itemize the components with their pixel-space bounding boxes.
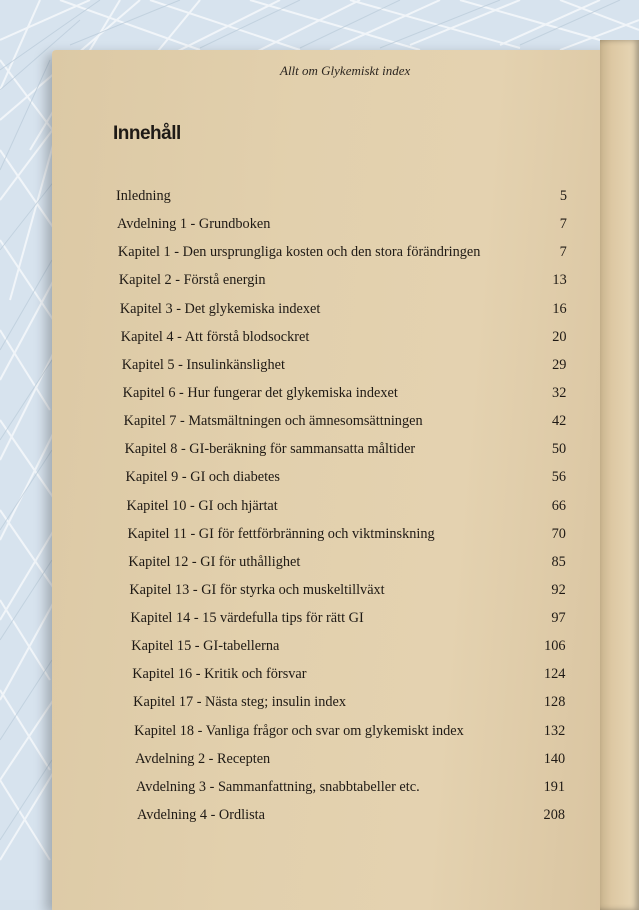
toc-entry-title: Kapitel 4 - Att förstå blodsockret	[120, 328, 310, 345]
toc-entry	[127, 498, 567, 518]
toc-entry-page-number: 32	[552, 384, 567, 401]
toc-entry-page-number: 16	[552, 300, 567, 317]
toc-entry	[127, 526, 565, 546]
toc-entry-page-number: 191	[543, 778, 566, 795]
toc-entry	[137, 807, 565, 827]
toc-entry-page-number: 7	[559, 216, 567, 233]
running-head: Allt om Glykemiskt index	[280, 63, 411, 78]
toc-entry-page-number: 208	[543, 807, 565, 823]
toc-entry-title: Kapitel 16 - Kritik och försvar	[132, 666, 307, 683]
toc-entry-page-number: 132	[543, 722, 566, 739]
toc-entry-title: Kapitel 2 - Förstå energin	[118, 272, 266, 289]
toc-entry-title: Kapitel 15 - GI-tabellerna	[131, 638, 280, 655]
toc-entry-page-number: 124	[543, 666, 566, 683]
toc-entry	[131, 638, 565, 658]
toc-entry	[121, 329, 567, 349]
toc-entry	[129, 582, 565, 602]
toc-entry-page-number: 128	[543, 694, 566, 711]
toc-entry-page-number: 42	[551, 413, 567, 430]
toc-entry	[116, 188, 567, 208]
toc-entry-page-number: 97	[551, 610, 566, 627]
toc-entry-title: Avdelning 1 - Grundboken	[116, 216, 271, 233]
toc-entry-title: Avdelning 3 - Sammanfattning, snabbtabeller etc.	[136, 778, 420, 795]
toc-entry-title: Kapitel 8 - GI-beräkning för sammansatta måltider	[124, 441, 416, 458]
toc-entry-title: Kapitel 13 - GI för styrka och muskeltillväxt	[129, 581, 385, 598]
toc-entry	[124, 413, 567, 433]
toc-entry	[117, 216, 567, 236]
toc-entry	[122, 357, 567, 377]
toc-entry-title: Kapitel 1 - Den ursprungliga kosten och den stora förändringen	[117, 244, 481, 261]
toc-entry	[135, 751, 565, 771]
toc-entry-title: Kapitel 18 - Vanliga frågor och svar om glykemiskt index	[134, 722, 464, 739]
toc-entry-title: Kapitel 14 - 15 värdefulla tips för rätt GI	[130, 610, 364, 627]
toc-entry	[120, 301, 567, 321]
toc-entry	[119, 272, 567, 292]
toc-entry-title: Kapitel 11 - GI för fettförbränning och viktminskning	[127, 525, 435, 542]
toc-entry-page-number: 56	[551, 469, 567, 486]
toc-entry-title: Kapitel 10 - GI och hjärtat	[126, 497, 278, 514]
toc-entry	[133, 694, 565, 714]
toc-entry	[125, 441, 567, 461]
toc-entry	[132, 666, 565, 686]
toc-entry-title: Kapitel 3 - Det glykemiska indexet	[119, 300, 321, 317]
toc-entry-page-number: 106	[544, 638, 566, 655]
toc-entry-page-number: 13	[552, 272, 567, 289]
toc-entry-title: Kapitel 5 - Insulinkänslighet	[121, 356, 285, 373]
toc-entry-page-number: 5	[559, 188, 567, 204]
toc-entry-page-number: 50	[551, 441, 567, 458]
toc-entry-page-number: 7	[559, 244, 567, 261]
toc-entry-title: Kapitel 7 - Matsmältningen och ämnesomsättningen	[123, 413, 423, 430]
toc-entry	[118, 244, 567, 264]
toc-entry-title: Kapitel 6 - Hur fungerar det glykemiska indexet	[122, 384, 398, 401]
page-title: Innehåll	[113, 123, 181, 144]
toc-entry-page-number: 140	[543, 750, 566, 767]
toc-entry-title: Kapitel 12 - GI för uthållighet	[128, 553, 301, 570]
next-page-edge	[600, 40, 639, 910]
toc-entry-page-number: 70	[551, 525, 566, 542]
toc-entry-title: Kapitel 9 - GI och diabetes	[125, 469, 280, 486]
toc-entry-title: Kapitel 17 - Nästa steg; insulin index	[133, 694, 346, 711]
toc-entry	[128, 554, 565, 574]
toc-entry-title: Inledning	[116, 188, 171, 204]
toc-entry-page-number: 92	[551, 581, 566, 598]
toc-entry-page-number: 85	[551, 553, 566, 570]
toc-entry	[136, 779, 565, 799]
toc-entry	[130, 610, 565, 630]
toc-entry-page-number: 66	[551, 497, 566, 514]
toc-entry	[134, 723, 565, 743]
toc-entry	[126, 469, 567, 489]
toc-entry-page-number: 20	[552, 328, 567, 345]
toc-entry	[123, 385, 567, 405]
toc-entry-title: Avdelning 2 - Recepten	[135, 750, 271, 767]
toc-entry-page-number: 29	[552, 356, 567, 373]
toc-entry-title: Avdelning 4 - Ordlista	[137, 807, 265, 823]
